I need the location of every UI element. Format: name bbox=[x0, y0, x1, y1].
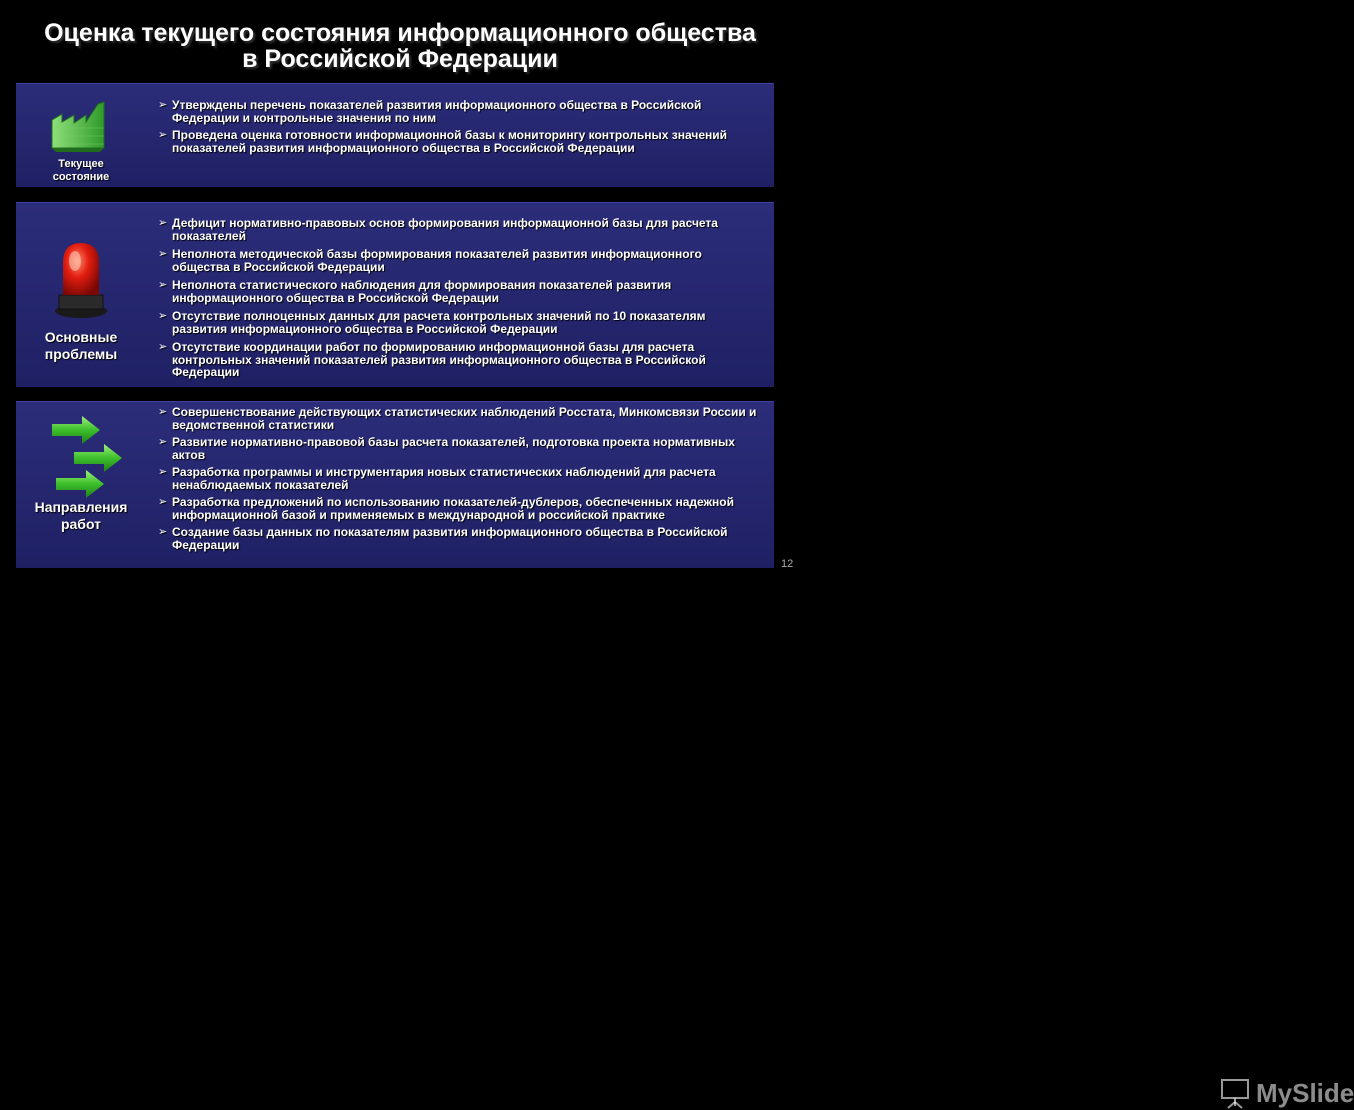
alarm-siren-icon bbox=[53, 239, 109, 321]
green-arrows-icon bbox=[38, 416, 128, 500]
page-title bbox=[0, 20, 800, 72]
section-main-problems bbox=[16, 202, 774, 387]
bullet-arrow-icon: ➢ bbox=[158, 217, 168, 229]
list-item: ➢ Совершенствование действующих статистических наблюдений Росстата, Минкомсвязи России и ведомственной статистики bbox=[158, 405, 757, 432]
list-item: ➢ Дефицит нормативно-правовых основ формирования информационной базы для расчета показателей bbox=[158, 216, 718, 243]
section-left bbox=[16, 203, 146, 387]
bullet-arrow-icon: ➢ bbox=[158, 406, 168, 418]
list-item: ➢ Неполнота статистического наблюдения для формирования показателей развития информационного общества в Российской Федерации bbox=[158, 278, 672, 305]
bullet-arrow-icon: ➢ bbox=[158, 99, 168, 111]
title-line-1: Оценка текущего состояния информационного общества bbox=[44, 19, 756, 47]
bullet-arrow-icon: ➢ bbox=[158, 310, 168, 322]
bullet-list bbox=[158, 217, 760, 385]
bullet-arrow-icon: ➢ bbox=[158, 436, 168, 448]
chart-bars-icon bbox=[48, 98, 108, 154]
bullet-arrow-icon: ➢ bbox=[158, 279, 168, 291]
list-item: ➢ Проведена оценка готовности информационной базы к мониторингу контрольных значений показателей развития информационного общества в Российской Федерации bbox=[158, 128, 728, 155]
bullet-arrow-icon: ➢ bbox=[158, 496, 168, 508]
section-caption: Основные проблемы bbox=[44, 329, 118, 362]
bullet-arrow-icon: ➢ bbox=[158, 526, 168, 538]
bullet-list bbox=[158, 406, 760, 556]
list-item: ➢ Создание базы данных по показателям развития информационного общества в Российской Федерации bbox=[158, 525, 728, 552]
list-item: ➢ Развитие нормативно-правовой базы расчета показателей, подготовка проекта нормативных актов bbox=[158, 435, 735, 462]
section-current-state bbox=[16, 83, 774, 187]
list-item: ➢ Отсутствие координации работ по формированию информационной базы для расчета контрольных значений показателей развития информационного общества в Российской Федерации bbox=[158, 340, 706, 379]
bullet-arrow-icon: ➢ bbox=[158, 466, 168, 478]
watermark-text: MySlide bbox=[1256, 1078, 1354, 1108]
section-left bbox=[16, 402, 146, 568]
bullet-arrow-icon: ➢ bbox=[158, 248, 168, 260]
bullet-arrow-icon: ➢ bbox=[158, 341, 168, 353]
bullet-arrow-icon: ➢ bbox=[158, 129, 168, 141]
section-left bbox=[16, 84, 146, 187]
presentation-board-icon bbox=[1218, 1076, 1252, 1110]
list-item: ➢ Отсутствие полноценных данных для расчета контрольных значений по 10 показателям развития информационного общества в Российской Федерации bbox=[158, 309, 706, 336]
section-caption: Текущее состояние bbox=[52, 158, 110, 183]
section-caption: Направления работ bbox=[34, 499, 128, 532]
list-item: ➢ Неполнота методической базы формирования показателей развития информационного общества в Российской Федерации bbox=[158, 247, 702, 274]
bullet-list bbox=[158, 99, 760, 159]
section-work-directions bbox=[16, 401, 774, 568]
list-item: ➢ Утверждены перечень показателей развития информационного общества в Российской Федерации и контрольные значения по ним bbox=[158, 98, 702, 125]
title-line-2: в Российской Федерации bbox=[242, 45, 558, 73]
list-item: ➢ Разработка предложений по использованию показателей-дублеров, обеспеченных надежной информационной базой и применяемых в международной и российской практике bbox=[158, 495, 734, 522]
list-item: ➢ Разработка программы и инструментария новых статистических наблюдений для расчета ненаблюдаемых показателей bbox=[158, 465, 716, 492]
page-number: 12 bbox=[781, 558, 794, 570]
